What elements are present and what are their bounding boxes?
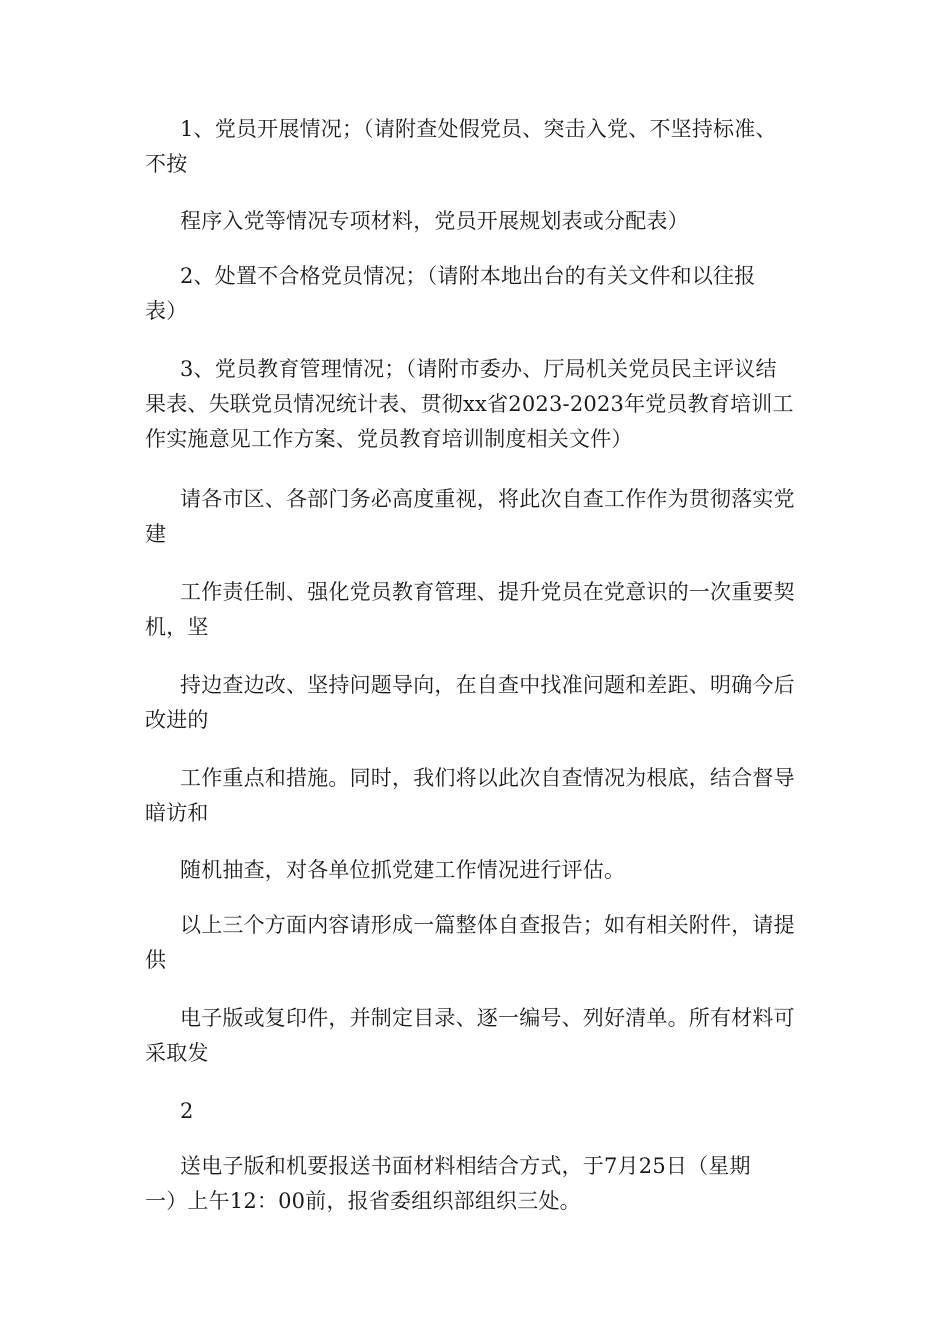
- text-line: 供: [145, 948, 167, 972]
- paragraph-work-focus: [145, 761, 815, 831]
- paragraph-submission-deadline: [145, 1149, 815, 1219]
- text-line: 持边查边改、坚持问题导向，在自查中找准问题和差距、明确今后: [180, 673, 795, 697]
- text-line: 2、处置不合格党员情况；（请附本地出台的有关文件和以往报: [180, 264, 756, 288]
- text-line: 不按: [145, 152, 188, 176]
- text-line: 作实施意见工作方案、党员教育培训制度相关文件）: [145, 427, 633, 451]
- paragraph-report-format: [145, 908, 815, 978]
- text-line: 表）: [145, 299, 188, 323]
- text-line: 3、党员教育管理情况；（请附市委办、厅局机关党员民主评议结: [180, 357, 777, 381]
- text-line: 程序入党等情况专项材料，党员开展规划表或分配表）: [180, 209, 689, 233]
- paragraph-attachments: [145, 1001, 815, 1071]
- text-line: 暗访和: [145, 801, 209, 825]
- paragraph-evaluation: [145, 853, 815, 888]
- paragraph-importance: [145, 482, 815, 552]
- text-line: 工作重点和措施。同时，我们将以此次自查情况为根底，结合督导: [180, 766, 795, 790]
- paragraph-education-management: [145, 352, 815, 457]
- paragraph-responsibility: [145, 575, 815, 645]
- text-line: 机，坚: [145, 615, 209, 639]
- paragraph-unqualified-members: [145, 259, 815, 329]
- text-line: 以上三个方面内容请形成一篇整体自查报告；如有相关附件，请提: [180, 913, 795, 937]
- text-line: 送电子版和机要报送书面材料相结合方式，于7月25日（星期: [180, 1154, 751, 1178]
- paragraph-development-materials: [145, 204, 815, 239]
- text-line: 请各市区、各部门务必高度重视，将此次自查工作作为贯彻落实党: [180, 487, 795, 511]
- paragraph-party-member-development: [145, 112, 815, 182]
- text-line: 随机抽查，对各单位抓党建工作情况进行评估。: [180, 858, 626, 882]
- text-line: 一）上午12：00前，报省委组织部组织三处。: [145, 1189, 581, 1213]
- text-line: 1、党员开展情况；（请附查处假党员、突击入党、不坚持标准、: [180, 117, 777, 141]
- text-line: 改进的: [145, 708, 209, 732]
- text-line: 电子版或复印件，并制定目录、逐一编号、列好清单。所有材料可: [180, 1006, 795, 1030]
- page-number: 2: [180, 1099, 194, 1123]
- text-line: 采取发: [145, 1041, 209, 1065]
- paragraph-problem-oriented: [145, 668, 815, 738]
- text-line: 果表、失联党员情况统计表、贯彻xx省2023-2023年党员教育培训工: [145, 392, 794, 416]
- text-line: 建: [145, 522, 167, 546]
- text-line: 工作责任制、强化党员教育管理、提升党员在党意识的一次重要契: [180, 580, 795, 604]
